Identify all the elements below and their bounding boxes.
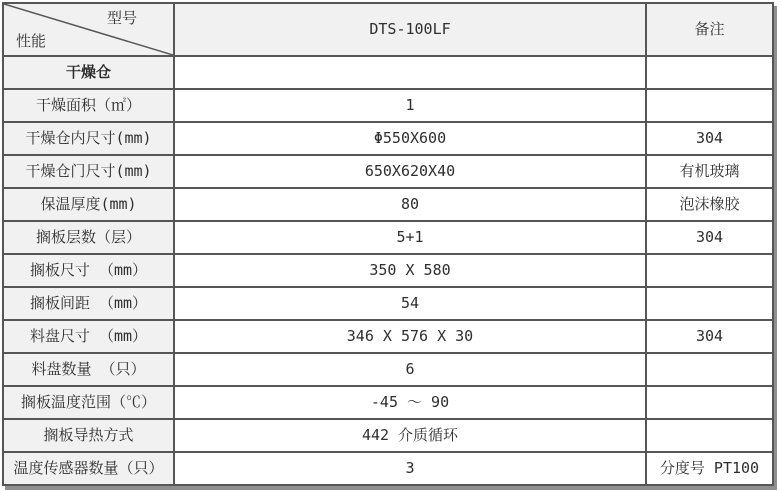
- row-remark: 304: [646, 122, 773, 155]
- table-row: [3, 122, 773, 155]
- table-row: [3, 56, 773, 89]
- row-value: 80: [174, 188, 646, 221]
- row-remark: [646, 419, 773, 452]
- row-value: -45 ～ 90: [174, 386, 646, 419]
- row-value: 346 X 576 X 30: [174, 320, 646, 353]
- row-label: 温度传感器数量（只）: [3, 452, 174, 485]
- table-row: [3, 452, 773, 485]
- row-label: 搁板尺寸 （mm）: [3, 254, 174, 287]
- table-row: [3, 419, 773, 452]
- corner-cell: [3, 3, 174, 56]
- table-row: [3, 188, 773, 221]
- table-row: [3, 89, 773, 122]
- row-remark: [646, 89, 773, 122]
- spec-table: [2, 2, 774, 486]
- row-label: 搁板温度范围（℃）: [3, 386, 174, 419]
- row-value: Φ550X600: [174, 122, 646, 155]
- row-remark: [646, 353, 773, 386]
- table-row: [3, 221, 773, 254]
- row-remark: [646, 254, 773, 287]
- table-row: [3, 320, 773, 353]
- table-row: [3, 386, 773, 419]
- row-label: 干燥面积（㎡）: [3, 89, 174, 122]
- row-value: 1: [174, 89, 646, 122]
- table-row: [3, 353, 773, 386]
- row-value: 3: [174, 452, 646, 485]
- row-remark: 分度号 PT100: [646, 452, 773, 485]
- row-label: 干燥仓: [3, 56, 174, 89]
- row-label: 搁板层数（层）: [3, 221, 174, 254]
- row-label: 保温厚度(mm): [3, 188, 174, 221]
- table-row: [3, 287, 773, 320]
- row-remark: 304: [646, 320, 773, 353]
- row-label: 搁板导热方式: [3, 419, 174, 452]
- row-value: 442 介质循环: [174, 419, 646, 452]
- table-row: [3, 254, 773, 287]
- row-remark: 泡沫橡胶: [646, 188, 773, 221]
- header-row: [3, 3, 773, 56]
- column-header-remark: 备注: [646, 3, 773, 56]
- column-header-model: DTS-100LF: [174, 3, 646, 56]
- row-remark: [646, 287, 773, 320]
- corner-label-model: 型号: [106, 9, 137, 27]
- table-row: [3, 155, 773, 188]
- row-label: 搁板间距 （mm）: [3, 287, 174, 320]
- row-label: 干燥仓门尺寸(mm): [3, 155, 174, 188]
- row-label: 料盘数量 （只）: [3, 353, 174, 386]
- row-label: 料盘尺寸 （mm）: [3, 320, 174, 353]
- row-value: 5+1: [174, 221, 646, 254]
- row-value: 650X620X40: [174, 155, 646, 188]
- row-remark: 304: [646, 221, 773, 254]
- row-value: 6: [174, 353, 646, 386]
- row-value: [174, 56, 646, 89]
- row-value: 350 X 580: [174, 254, 646, 287]
- row-remark: [646, 386, 773, 419]
- corner-label-performance: 性能: [16, 31, 47, 50]
- row-remark: [646, 56, 773, 89]
- row-remark: 有机玻璃: [646, 155, 773, 188]
- row-label: 干燥仓内尺寸(mm): [3, 122, 174, 155]
- row-value: 54: [174, 287, 646, 320]
